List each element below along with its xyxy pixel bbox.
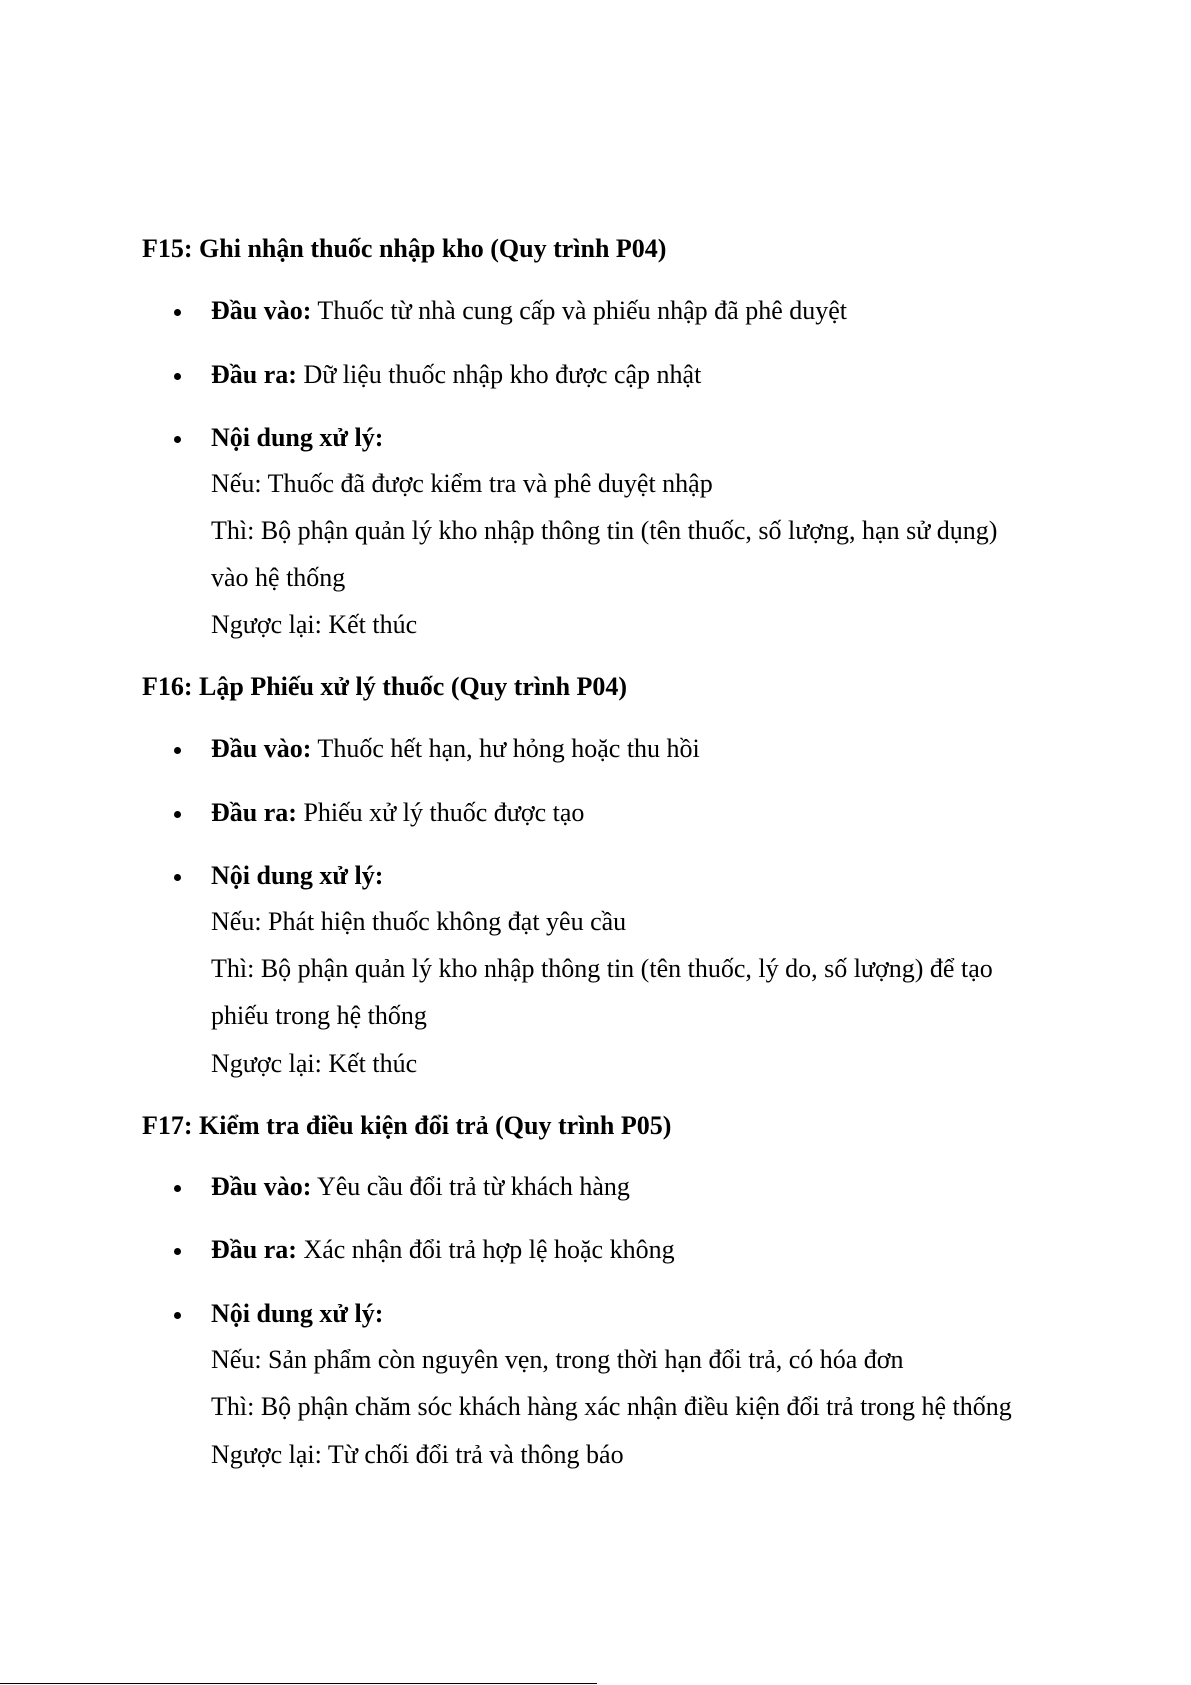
process-label: Nội dung xử lý:	[211, 1299, 384, 1328]
input-text: Yêu cầu đổi trả từ khách hàng	[311, 1172, 630, 1201]
input-line	[211, 295, 847, 327]
process-label: Nội dung xử lý:	[211, 861, 384, 890]
output-text: Dữ liệu thuốc nhập kho được cập nhật	[296, 360, 702, 389]
process-line: Thì: Bộ phận quản lý kho nhập thông tin (tên thuốc, số lượng, hạn sử dụng)	[211, 516, 998, 545]
output-label: Đầu ra:	[211, 798, 297, 827]
process-line: Thì: Bộ phận chăm sóc khách hàng xác nhận điều kiện đổi trả trong hệ thống	[211, 1392, 1012, 1421]
input-text: Thuốc từ nhà cung cấp và phiếu nhập đã phê duyệt	[311, 296, 848, 325]
section-heading-f17: F17: Kiểm tra điều kiện đổi trả (Quy trình P05)	[142, 1111, 672, 1140]
section-heading-f15: F15: Ghi nhận thuốc nhập kho (Quy trình P04)	[142, 234, 667, 263]
bullet-icon	[174, 873, 184, 883]
input-text: Thuốc hết hạn, hư hỏng hoặc thu hồi	[311, 734, 700, 763]
process-line: Nếu: Phát hiện thuốc không đạt yêu cầu	[211, 907, 627, 936]
process-line: Ngược lại: Từ chối đổi trả và thông báo	[211, 1440, 624, 1469]
bullet-icon	[174, 1247, 184, 1257]
output-line	[211, 359, 701, 391]
input-line	[211, 733, 700, 765]
output-line	[211, 797, 584, 829]
bullet-icon	[174, 435, 184, 445]
process-line: Nếu: Sản phẩm còn nguyên vẹn, trong thời hạn đổi trả, có hóa đơn	[211, 1345, 904, 1374]
bullet-icon	[174, 746, 184, 756]
process-label-line	[211, 422, 383, 454]
input-label: Đầu vào:	[211, 734, 312, 763]
footer-divider	[0, 1683, 597, 1684]
output-line	[211, 1234, 675, 1266]
process-line: Ngược lại: Kết thúc	[211, 1049, 418, 1078]
output-label: Đầu ra:	[211, 360, 297, 389]
input-label: Đầu vào:	[211, 1172, 312, 1201]
output-text: Phiếu xử lý thuốc được tạo	[296, 798, 585, 827]
bullet-icon	[174, 372, 184, 382]
output-label: Đầu ra:	[211, 1235, 297, 1264]
bullet-icon	[174, 308, 184, 318]
section-heading-f16: F16: Lập Phiếu xử lý thuốc (Quy trình P04)	[142, 672, 628, 701]
output-text: Xác nhận đổi trả hợp lệ hoặc không	[296, 1235, 675, 1264]
process-line: vào hệ thống	[211, 563, 346, 592]
process-label-line	[211, 1298, 383, 1330]
bullet-icon	[174, 1311, 184, 1321]
process-line: phiếu trong hệ thống	[211, 1001, 427, 1030]
process-label: Nội dung xử lý:	[211, 423, 384, 452]
process-line: Nếu: Thuốc đã được kiểm tra và phê duyệt nhập	[211, 469, 713, 498]
bullet-icon	[174, 1184, 184, 1194]
bullet-icon	[174, 810, 184, 820]
input-label: Đầu vào:	[211, 296, 312, 325]
input-line	[211, 1171, 630, 1203]
process-line: Thì: Bộ phận quản lý kho nhập thông tin (tên thuốc, lý do, số lượng) để tạo	[211, 954, 993, 983]
process-line: Ngược lại: Kết thúc	[211, 610, 418, 639]
process-label-line	[211, 860, 383, 892]
